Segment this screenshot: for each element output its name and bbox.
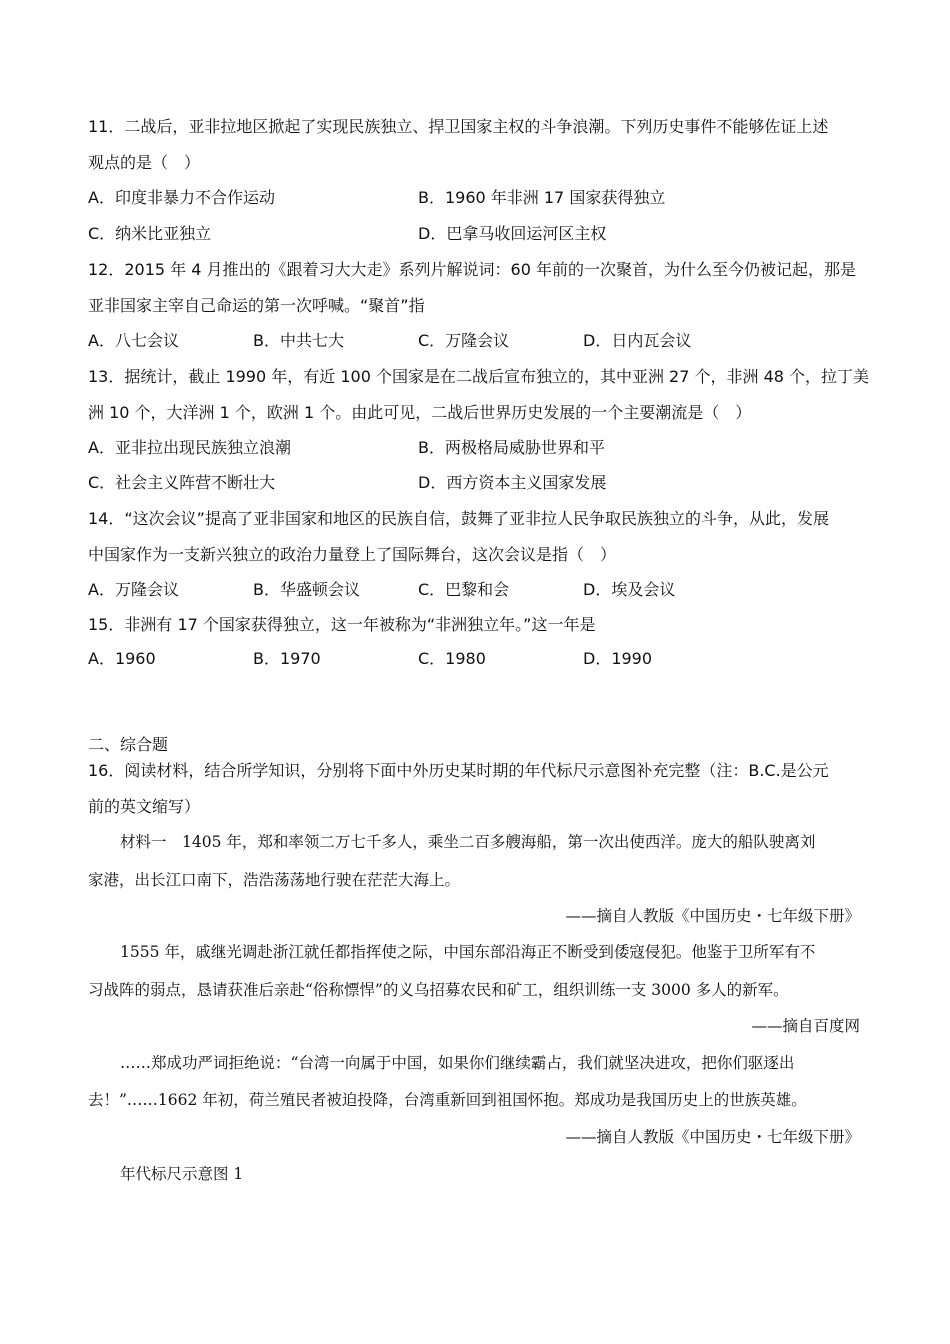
material1-line2: 家港，出长江口南下，浩浩荡荡地行驶在茫茫大海上。 [88,871,461,889]
q14-option-d[interactable]: D．埃及会议 [583,580,676,599]
timeline-label: 年代标尺示意图 1 [120,1165,244,1183]
q15-option-a[interactable]: A．1960 [88,649,156,668]
q12-option-c[interactable]: C．万隆会议 [418,331,510,350]
q12-stem-line2: 亚非国家主宰自己命运的第一次呼喊。“聚首”指 [88,296,425,315]
section-heading: 二、综合题 [88,735,169,754]
q14-option-b[interactable]: B．华盛顿会议 [253,580,360,599]
q15-stem-line1: 15．非洲有 17 个国家获得独立，这一年被称为“非洲独立年。”这一年是 [88,615,596,634]
q14-stem-line2: 中国家作为一支新兴独立的政治力量登上了国际舞台，这次会议是指（ ） [88,545,617,564]
q15-option-c[interactable]: C．1980 [418,649,486,668]
q14-stem-line1: 14．“这次会议”提高了亚非国家和地区的民族自信，鼓舞了亚非拉人民争取民族独立的斗争，从此，发展 [88,509,829,528]
q11-stem-line1: 11．二战后，亚非拉地区掀起了实现民族独立、捍卫国家主权的斗争浪潮。下列历史事件不能够佐证上述 [88,117,829,136]
q14-option-c[interactable]: C．巴黎和会 [418,580,510,599]
material1-source: ——摘自人教版《中国历史・七年级下册》 [565,907,860,925]
q11-option-d[interactable]: D．巴拿马收回运河区主权 [418,224,607,243]
q13-option-c[interactable]: C．社会主义阵营不断壮大 [88,473,276,492]
q15-option-b[interactable]: B．1970 [253,649,321,668]
q16-stem-line2: 前的英文缩写） [88,797,201,816]
q11-option-c[interactable]: C．纳米比亚独立 [88,224,212,243]
material3-line2: 去！”……1662 年初，荷兰殖民者被迫投降，台湾重新回到祖国怀抱。郑成功是我国历史上的世族英雄。 [88,1091,807,1109]
q14-option-a[interactable]: A．万隆会议 [88,580,179,599]
q12-stem-line1: 12．2015 年 4 月推出的《跟着习大大走》系列片解说词：60 年前的一次聚首，为什么至今仍被记起，那是 [88,260,856,279]
q12-option-b[interactable]: B．中共七大 [253,331,344,350]
material2-line1: 1555 年，戚继光调赴浙江就任都指挥使之际，中国东部沿海正不断受到倭寇侵犯。他鉴于卫所军有不 [120,943,816,961]
material3-line1: ……郑成功严词拒绝说：“台湾一向属于中国，如果你们继续霸占，我们就坚决进攻，把你们驱逐出 [120,1054,795,1072]
q11-stem-line2: 观点的是（ ） [88,153,201,172]
q13-stem-line1: 13．据统计，截止 1990 年，有近 100 个国家是在二战后宣布独立的，其中亚洲 27 个，非洲 48 个，拉丁美 [88,367,870,386]
material2-line2: 习战阵的弱点，恳请获准后亲赴“俗称慓悍”的义乌招募农民和矿工，组织训练一支 3000 多人的新军。 [88,981,789,999]
q12-option-a[interactable]: A．八七会议 [88,331,179,350]
q11-option-b[interactable]: B．1960 年非洲 17 国家获得独立 [418,188,666,207]
q12-option-d[interactable]: D．日内瓦会议 [583,331,692,350]
q13-option-a[interactable]: A．亚非拉出现民族独立浪潮 [88,438,291,457]
material3-source: ——摘自人教版《中国历史・七年级下册》 [565,1128,860,1146]
q13-option-d[interactable]: D．西方资本主义国家发展 [418,473,607,492]
q15-option-d[interactable]: D．1990 [583,649,653,668]
material1-line1: 材料一 1405 年，郑和率领二万七千多人，乘坐二百多艘海船，第一次出使西洋。庞大的船队驶离刘 [120,833,816,851]
q13-option-b[interactable]: B．两极格局威胁世界和平 [418,438,605,457]
q11-option-a[interactable]: A．印度非暴力不合作运动 [88,188,275,207]
q13-stem-line2: 洲 10 个，大洋洲 1 个，欧洲 1 个。由此可见，二战后世界历史发展的一个主要潮流是（ ） [88,403,752,422]
material2-source: ——摘自百度网 [751,1017,860,1035]
q16-stem-line1: 16．阅读材料，结合所学知识，分别将下面中外历史某时期的年代标尺示意图补充完整（注：B.C.是公元 [88,761,829,780]
